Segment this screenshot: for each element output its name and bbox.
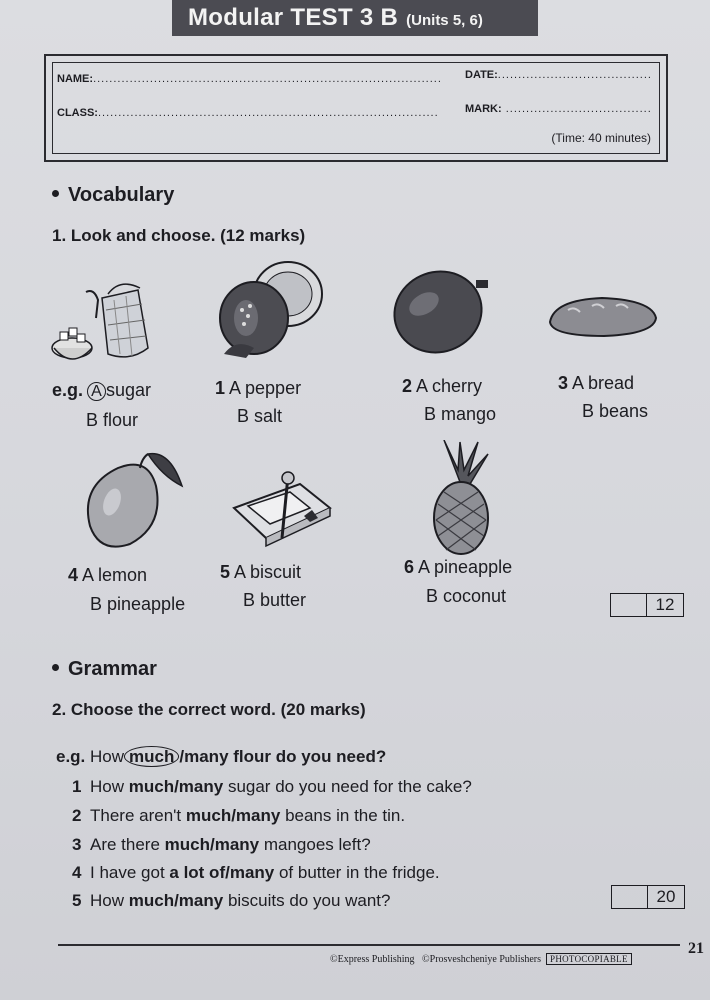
- score-blank[interactable]: [612, 886, 648, 908]
- vocab-item-number: 1: [215, 378, 226, 398]
- sugar-bowl-icon: [50, 270, 158, 370]
- grammar-sentence-2: 2 There aren't much/many beans in the tin.: [72, 806, 406, 825]
- test-units: (Units 5, 6): [406, 12, 483, 29]
- vocab-item-6: [404, 557, 512, 578]
- choice[interactable]: much/many: [164, 835, 260, 854]
- vocabulary-instruction: 1. Look and choose. (12 marks): [52, 226, 306, 245]
- vocab-item-number: 5: [220, 562, 231, 582]
- choice[interactable]: much/many: [128, 891, 224, 910]
- bread-icon: [544, 292, 660, 340]
- vocabulary-heading: Vocabulary: [52, 184, 174, 207]
- date-label: DATE:: [465, 69, 498, 81]
- grammar-sentence-5: 5 How much/many biscuits do you want?: [72, 891, 391, 910]
- choice[interactable]: a lot of/many: [169, 863, 275, 882]
- test-title: Modular TEST 3 B: [188, 4, 399, 31]
- class-field: CLASS:....................................................................................: [57, 107, 439, 119]
- option-a[interactable]: A cherry: [416, 376, 483, 396]
- option-a[interactable]: A bread: [572, 373, 635, 393]
- vocab-item-number: e.g.: [52, 380, 84, 400]
- express-copyright: ©Express Publishing: [330, 954, 415, 965]
- grammar-score-box: [611, 885, 685, 909]
- option-a[interactable]: A pineapple: [418, 557, 513, 577]
- choice[interactable]: much/many: [128, 777, 224, 796]
- circled-answer: much: [124, 746, 179, 767]
- footer-divider: [58, 944, 680, 946]
- bullet-icon: [52, 190, 59, 197]
- mark-label: MARK:: [465, 103, 502, 115]
- prosv-copyright: ©Prosveshcheniye Publishers: [422, 954, 542, 965]
- vocab-item-4: [68, 565, 147, 586]
- vocab-item-2: [402, 376, 482, 397]
- vocab-item-number: 6: [404, 557, 415, 577]
- option-a[interactable]: A biscuit: [234, 562, 302, 582]
- vocab-item-number: 3: [558, 373, 569, 393]
- vocab-item-3-b[interactable]: B beans: [582, 401, 649, 421]
- name-label: NAME:: [57, 73, 94, 85]
- grammar-sentence-1: 1 How much/many sugar do you need for the cake?: [72, 777, 472, 796]
- grammar-example: e.g. How much /many flour do you need?: [56, 747, 387, 766]
- vocabulary-score-box: [610, 593, 684, 617]
- vocab-item-3: [558, 373, 634, 394]
- vocab-item-eg-b[interactable]: B flour: [86, 410, 139, 430]
- student-info-box: [44, 54, 668, 162]
- class-label: CLASS:: [57, 107, 98, 119]
- choice[interactable]: much/many: [185, 806, 281, 825]
- option-a[interactable]: A lemon: [82, 565, 148, 585]
- vocab-item-1-b[interactable]: B salt: [237, 406, 283, 426]
- option-a[interactable]: A pepper: [229, 378, 302, 398]
- student-info-inner: [52, 62, 660, 154]
- name-field: NAME:......................................................................................: [57, 73, 442, 85]
- test-title-bar: [172, 0, 538, 36]
- mango-icon: [390, 258, 494, 360]
- time-limit: (Time: 40 minutes): [551, 131, 651, 145]
- page-number: 21: [688, 940, 704, 957]
- vocab-item-1: [215, 378, 301, 399]
- grammar-heading: Grammar: [52, 658, 157, 681]
- example-label: e.g.: [56, 747, 86, 766]
- vocab-item-2-b[interactable]: B mango: [424, 404, 497, 424]
- photocopiable-badge: PHOTOCOPIABLE: [546, 953, 632, 965]
- butter-icon: [230, 468, 334, 548]
- vocab-item-eg: [52, 380, 151, 401]
- grammar-sentence-4: 4 I have got a lot of/many of butter in the fridge.: [72, 863, 440, 882]
- vocab-item-5: [220, 562, 301, 583]
- bullet-icon: [52, 664, 59, 671]
- pineapple-icon: [430, 440, 492, 556]
- vocab-item-5-b[interactable]: B butter: [243, 590, 307, 610]
- score-total: 12: [655, 595, 675, 614]
- footer-copyright: [330, 954, 632, 965]
- vocab-item-number: 2: [402, 376, 413, 396]
- salt-shaker-icon: [216, 258, 326, 362]
- score-total: 20: [656, 887, 676, 906]
- grammar-instruction: 2. Choose the correct word. (20 marks): [52, 700, 366, 719]
- vocab-item-6-b[interactable]: B coconut: [426, 586, 507, 606]
- lemon-icon: [78, 446, 188, 556]
- score-blank[interactable]: [611, 594, 647, 616]
- date-field: DATE:......................................: [465, 69, 652, 81]
- vocab-item-4-b[interactable]: B pineapple: [90, 594, 186, 614]
- mark-field: MARK: ....................................: [465, 103, 652, 115]
- option-a: sugar: [106, 380, 152, 400]
- vocab-item-number: 4: [68, 565, 79, 585]
- grammar-sentence-3: 3 Are there much/many mangoes left?: [72, 835, 371, 854]
- circled-answer: A: [87, 382, 106, 401]
